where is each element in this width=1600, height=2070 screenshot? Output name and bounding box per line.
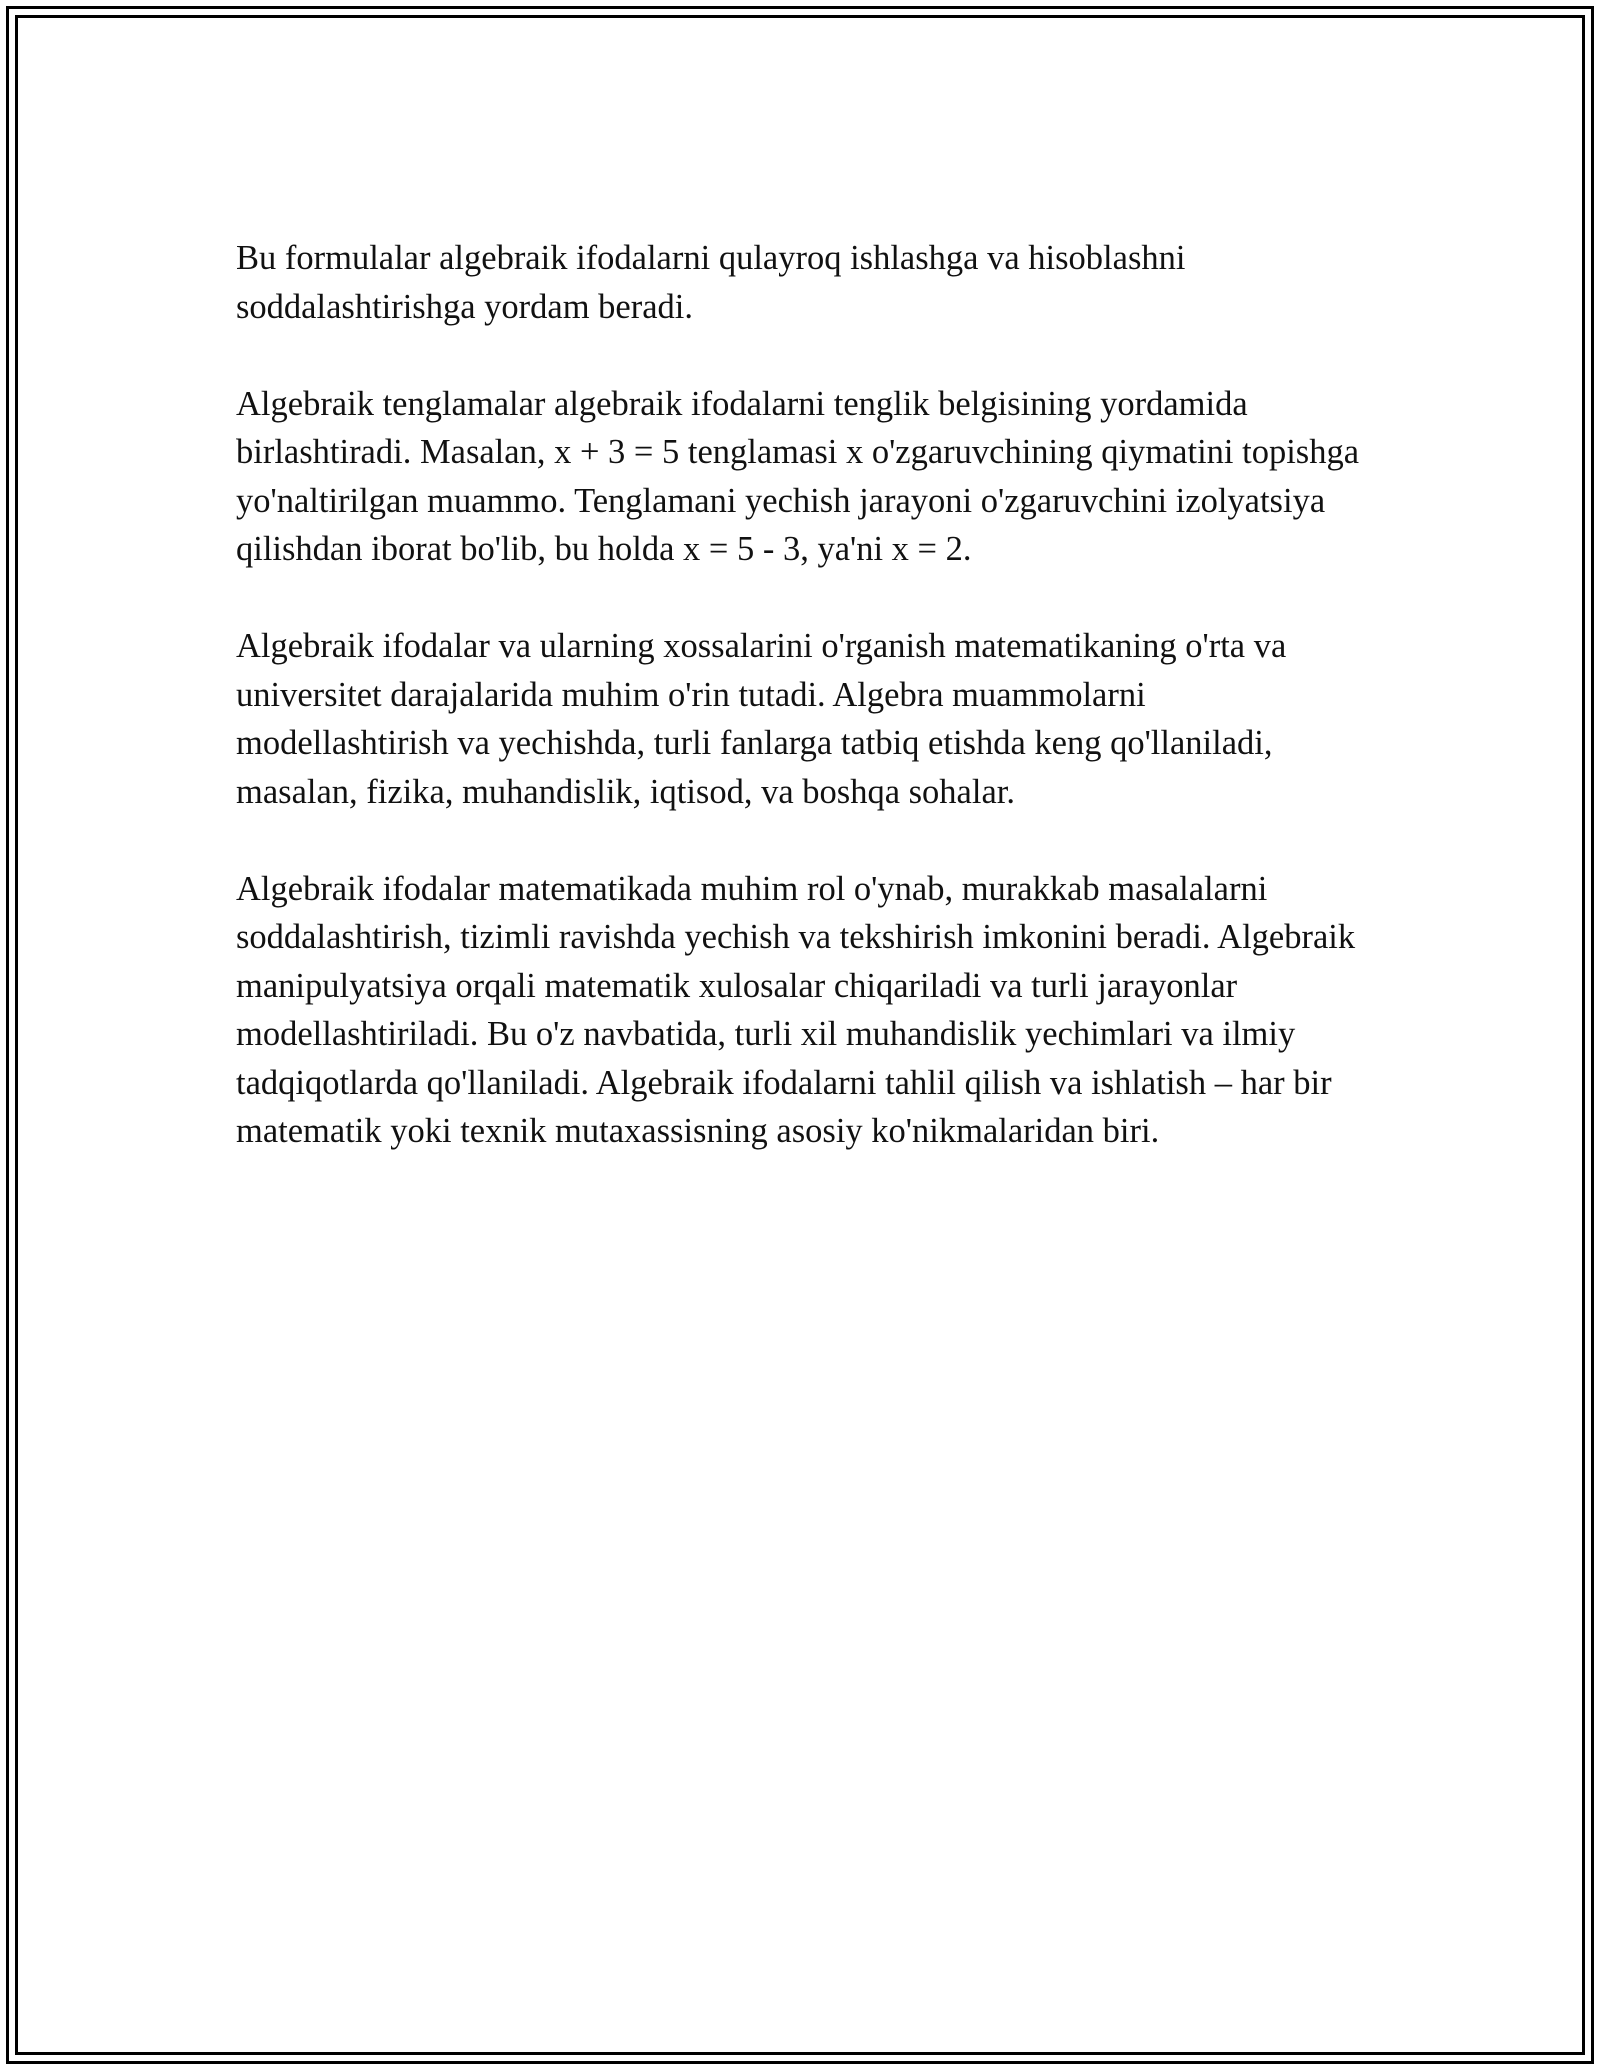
document-body xyxy=(236,234,1366,1204)
paragraph-equations: Algebraik tenglamalar algebraik ifodalarni tenglik belgisining yordamida birlashtiradi. Masalan, x + 3 = 5 tenglamasi x o'zgaruvchining qiymatini topishga yo'naltirilgan muammo. Tenglamani yechish jarayoni o'zgaruvchini izolyatsiya qilishdan iborat bo'lib, bu holda x = 5 - 3, ya'ni x = 2. xyxy=(236,384,1360,568)
paragraph-role: Algebraik ifodalar matematikada muhim rol o'ynab, murakkab masalalarni soddalashtirish, tizimli ravishda yechish va tekshirish imkonini beradi. Algebraik manipulyatsiya orqali matematik xulosalar chiqariladi va turli jarayonlar modellashtiriladi. Bu o'z navbatida, turli xil muhandislik yechimlari va ilmiy tadqiqotlarda qo'llaniladi. Algebraik ifodalarni tahlil qilish va ishlatish – har bir matematik yoki texnik mutaxassisning asosiy ko'nikmalaridan biri. xyxy=(236,869,1356,1150)
paragraph-study: Algebraik ifodalar va ularning xossalarini o'rganish matematikaning o'rta va universitet darajalarida muhim o'rin tutadi. Algebra muammolarni modellashtirish va yechishda, turli fanlarga tatbiq etishda keng qo'llaniladi, masalan, fizika, muhandislik, iqtisod, va boshqa sohalar. xyxy=(236,627,1287,811)
paragraph-formulas: Bu formulalar algebraik ifodalarni qulayroq ishlashga va hisoblashni soddalashtirishga yordam beradi. xyxy=(236,239,1186,326)
